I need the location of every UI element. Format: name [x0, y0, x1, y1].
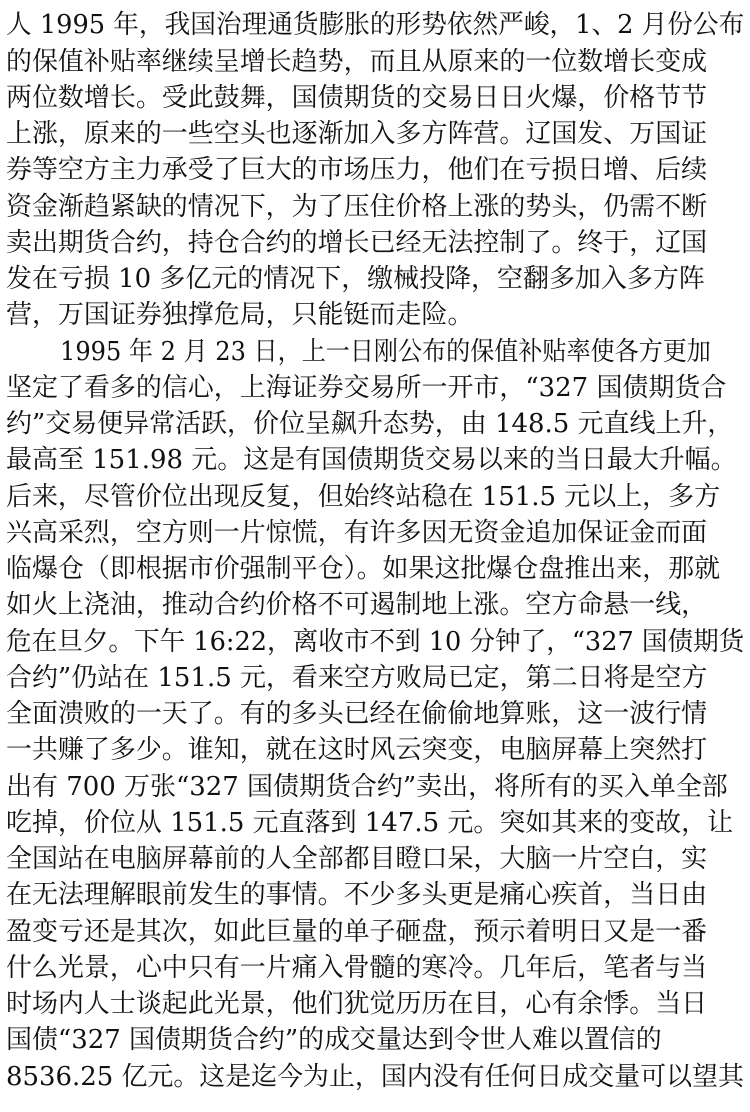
- text-line: 资金渐趋紧缺的情况下，为了压住价格上涨的势头，仍需不断: [6, 191, 708, 222]
- text-line: 临爆仓（即根据市价强制平仓）。如果这批爆仓盘推出来，那就: [6, 553, 721, 584]
- text-line: 坚定了看多的信心，上海证券交易所一开市，“327 国债期货合: [6, 372, 727, 403]
- text-line: 吃掉，价位从 151.5 元直落到 147.5 元。突如其来的变故，让: [6, 807, 734, 838]
- text-line: 后来，尽管价位出现反复，但始终站稳在 151.5 元以上，多方: [6, 481, 721, 512]
- text-line: 盈变亏还是其次，如此巨量的单子砸盘，预示着明日又是一番: [6, 916, 708, 947]
- text-line: 全面溃败的一天了。有的多头已经在偷偷地算账，这一波行情: [6, 698, 708, 729]
- text-line: 合约”仍站在 151.5 元，看来空方败局已定，第二日将是空方: [6, 662, 708, 693]
- text-line: 一共赚了多少。谁知，就在这时风云突变，电脑屏幕上突然打: [6, 734, 708, 765]
- text-line: 在无法理解眼前发生的事情。不少多头更是痛心疾首，当日由: [6, 879, 708, 910]
- text-line: 最高至 151.98 元。这是有国债期货交易以来的当日最大升幅。: [6, 444, 737, 475]
- text-line: 券等空方主力承受了巨大的市场压力，他们在亏损日增、后续: [6, 154, 708, 185]
- text-line: 出有 700 万张“327 国债期货合约”卖出，将所有的买入单全部: [6, 771, 728, 802]
- text-line: 上涨，原来的一些空头也逐渐加入多方阵营。辽国发、万国证: [6, 118, 708, 149]
- text-line: 人 1995 年，我国治理通货膨胀的形势依然严峻，1、2 月份公布: [6, 9, 745, 40]
- text-line: 1995 年 2 月 23 日，上一日刚公布的保值补贴率使各方更加: [60, 336, 711, 367]
- text-line: 约”交易便异常活跃，价位呈飙升态势，由 148.5 元直线上升，: [6, 408, 734, 439]
- text-line: 全国站在电脑屏幕前的人全部都目瞪口呆，大脑一片空白，实: [6, 843, 708, 874]
- text-line: 8536.25 亿元。这是迄今为止，国内没有任何日成交量可以望其: [6, 1061, 744, 1092]
- text-line: 营，万国证券独撑危局，只能铤而走险。: [6, 299, 474, 330]
- text-line: 国债“327 国债期货合约”的成交量达到令世人难以置信的: [6, 1024, 662, 1055]
- text-line: 发在亏损 10 多亿元的情况下，缴械投降，空翻多加入多方阵: [6, 263, 705, 294]
- text-line: 卖出期货合约，持仓合约的增长已经无法控制了。终于，辽国: [6, 227, 708, 258]
- text-line: 如火上浇油，推动合约价格不可遏制地上涨。空方命悬一线，: [6, 589, 708, 620]
- text-line: 两位数增长。受此鼓舞，国债期货的交易日日火爆，价格节节: [6, 82, 708, 113]
- text-line: 危在旦夕。下午 16:22，离收市不到 10 分钟了，“327 国债期货: [6, 626, 745, 657]
- text-line: 的保值补贴率继续呈增长趋势，而且从原来的一位数增长变成: [6, 46, 708, 77]
- text-line: 时场内人士谈起此光景，他们犹觉历历在目，心有余悸。当日: [6, 988, 708, 1019]
- text-line: 什么光景，心中只有一片痛入骨髓的寒冷。几年后，笔者与当: [6, 952, 708, 983]
- text-line: 兴高采烈，空方则一片惊慌，有许多因无资金追加保证金而面: [6, 517, 708, 548]
